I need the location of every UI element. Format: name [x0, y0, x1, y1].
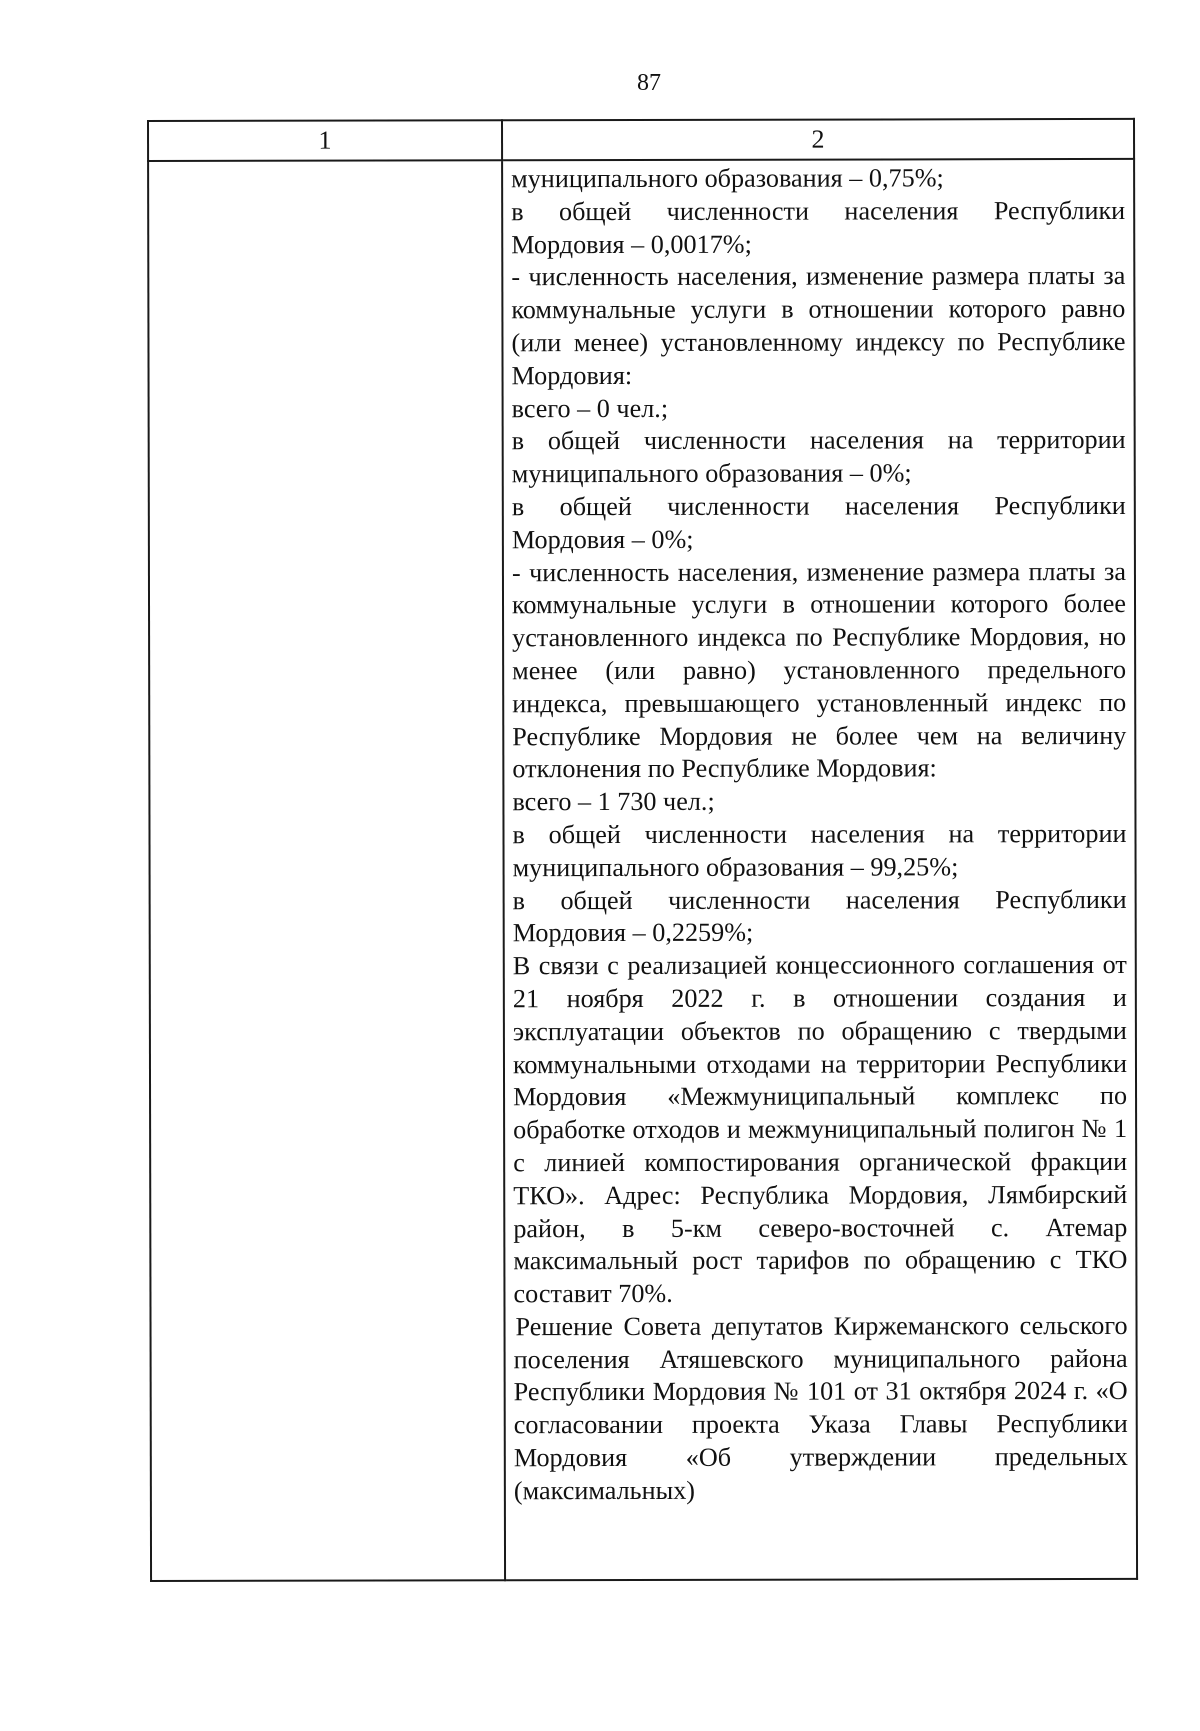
paragraph: Решение Совета депутатов Киржеманского сельского поселения Атяшевского муниципального района Республики Мордовия № 101 от 31 октября 2024 г. «О согласовании проекта Указа Главы Республики Мордовия «Об утверждении предельных (максимальных): [513, 1310, 1128, 1506]
table-header-row: [148, 119, 1134, 161]
column-2-cell: [502, 159, 1137, 1580]
column-header-2: 2: [502, 119, 1134, 160]
document-table: [147, 118, 1138, 1582]
column-header-1: 1: [148, 120, 502, 161]
paragraph: в общей численности населения Республики Мордовия – 0,0017%;: [511, 195, 1126, 259]
table-row: [148, 159, 1137, 1581]
page-number: 87: [637, 70, 661, 96]
paragraph: муниципального образования – 0,75%;: [511, 163, 944, 194]
paragraph: - численность населения, изменение размера платы за коммунальные услуги в отношении которого более установленного индекса по Республике Мордовия, но менее (или равно) установленного предельного индекса, превышающего установленный индекс по Республике Мордовия не более чем на величину отклонения по Республике Мордовия:: [511, 556, 1127, 784]
column-2-content: [503, 160, 1136, 1508]
paragraph: в общей численности населения Республики Мордовия – 0%;: [511, 490, 1126, 555]
paragraph: В связи с реализацией концессионного соглашения от 21 ноября 2022 г. в отношении создания и эксплуатации объектов по обращению с твердыми коммунальными отходами на территории Республики Мордовия «Межмуниципальный комплекс по обработке отходов и межмуниципальный полигон № 1 с линией компостирования органической фракции ТКО». Адрес: Республика Мордовия, Лямбирский район, в 5-км северо-восточней с. Атемар максимальный рост тарифов по обращению с ТКО составит 70%.: [512, 950, 1128, 1309]
paragraph: в общей численности населения на территории муниципального образования – 0%;: [511, 425, 1126, 489]
paragraph: в общей численности населения на территории муниципального образования – 99,25%;: [512, 818, 1127, 882]
paragraph: всего – 1 730 чел.;: [512, 786, 715, 817]
paragraph: - численность населения, изменение размера платы за коммунальные услуги в отношении которого равно (или менее) установленному индексу по Республике Мордовия:: [511, 261, 1126, 391]
column-1-cell: [148, 160, 505, 1581]
paragraph: в общей численности населения Республики Мордовия – 0,2259%;: [512, 884, 1127, 948]
paragraph: всего – 0 чел.;: [511, 393, 669, 423]
